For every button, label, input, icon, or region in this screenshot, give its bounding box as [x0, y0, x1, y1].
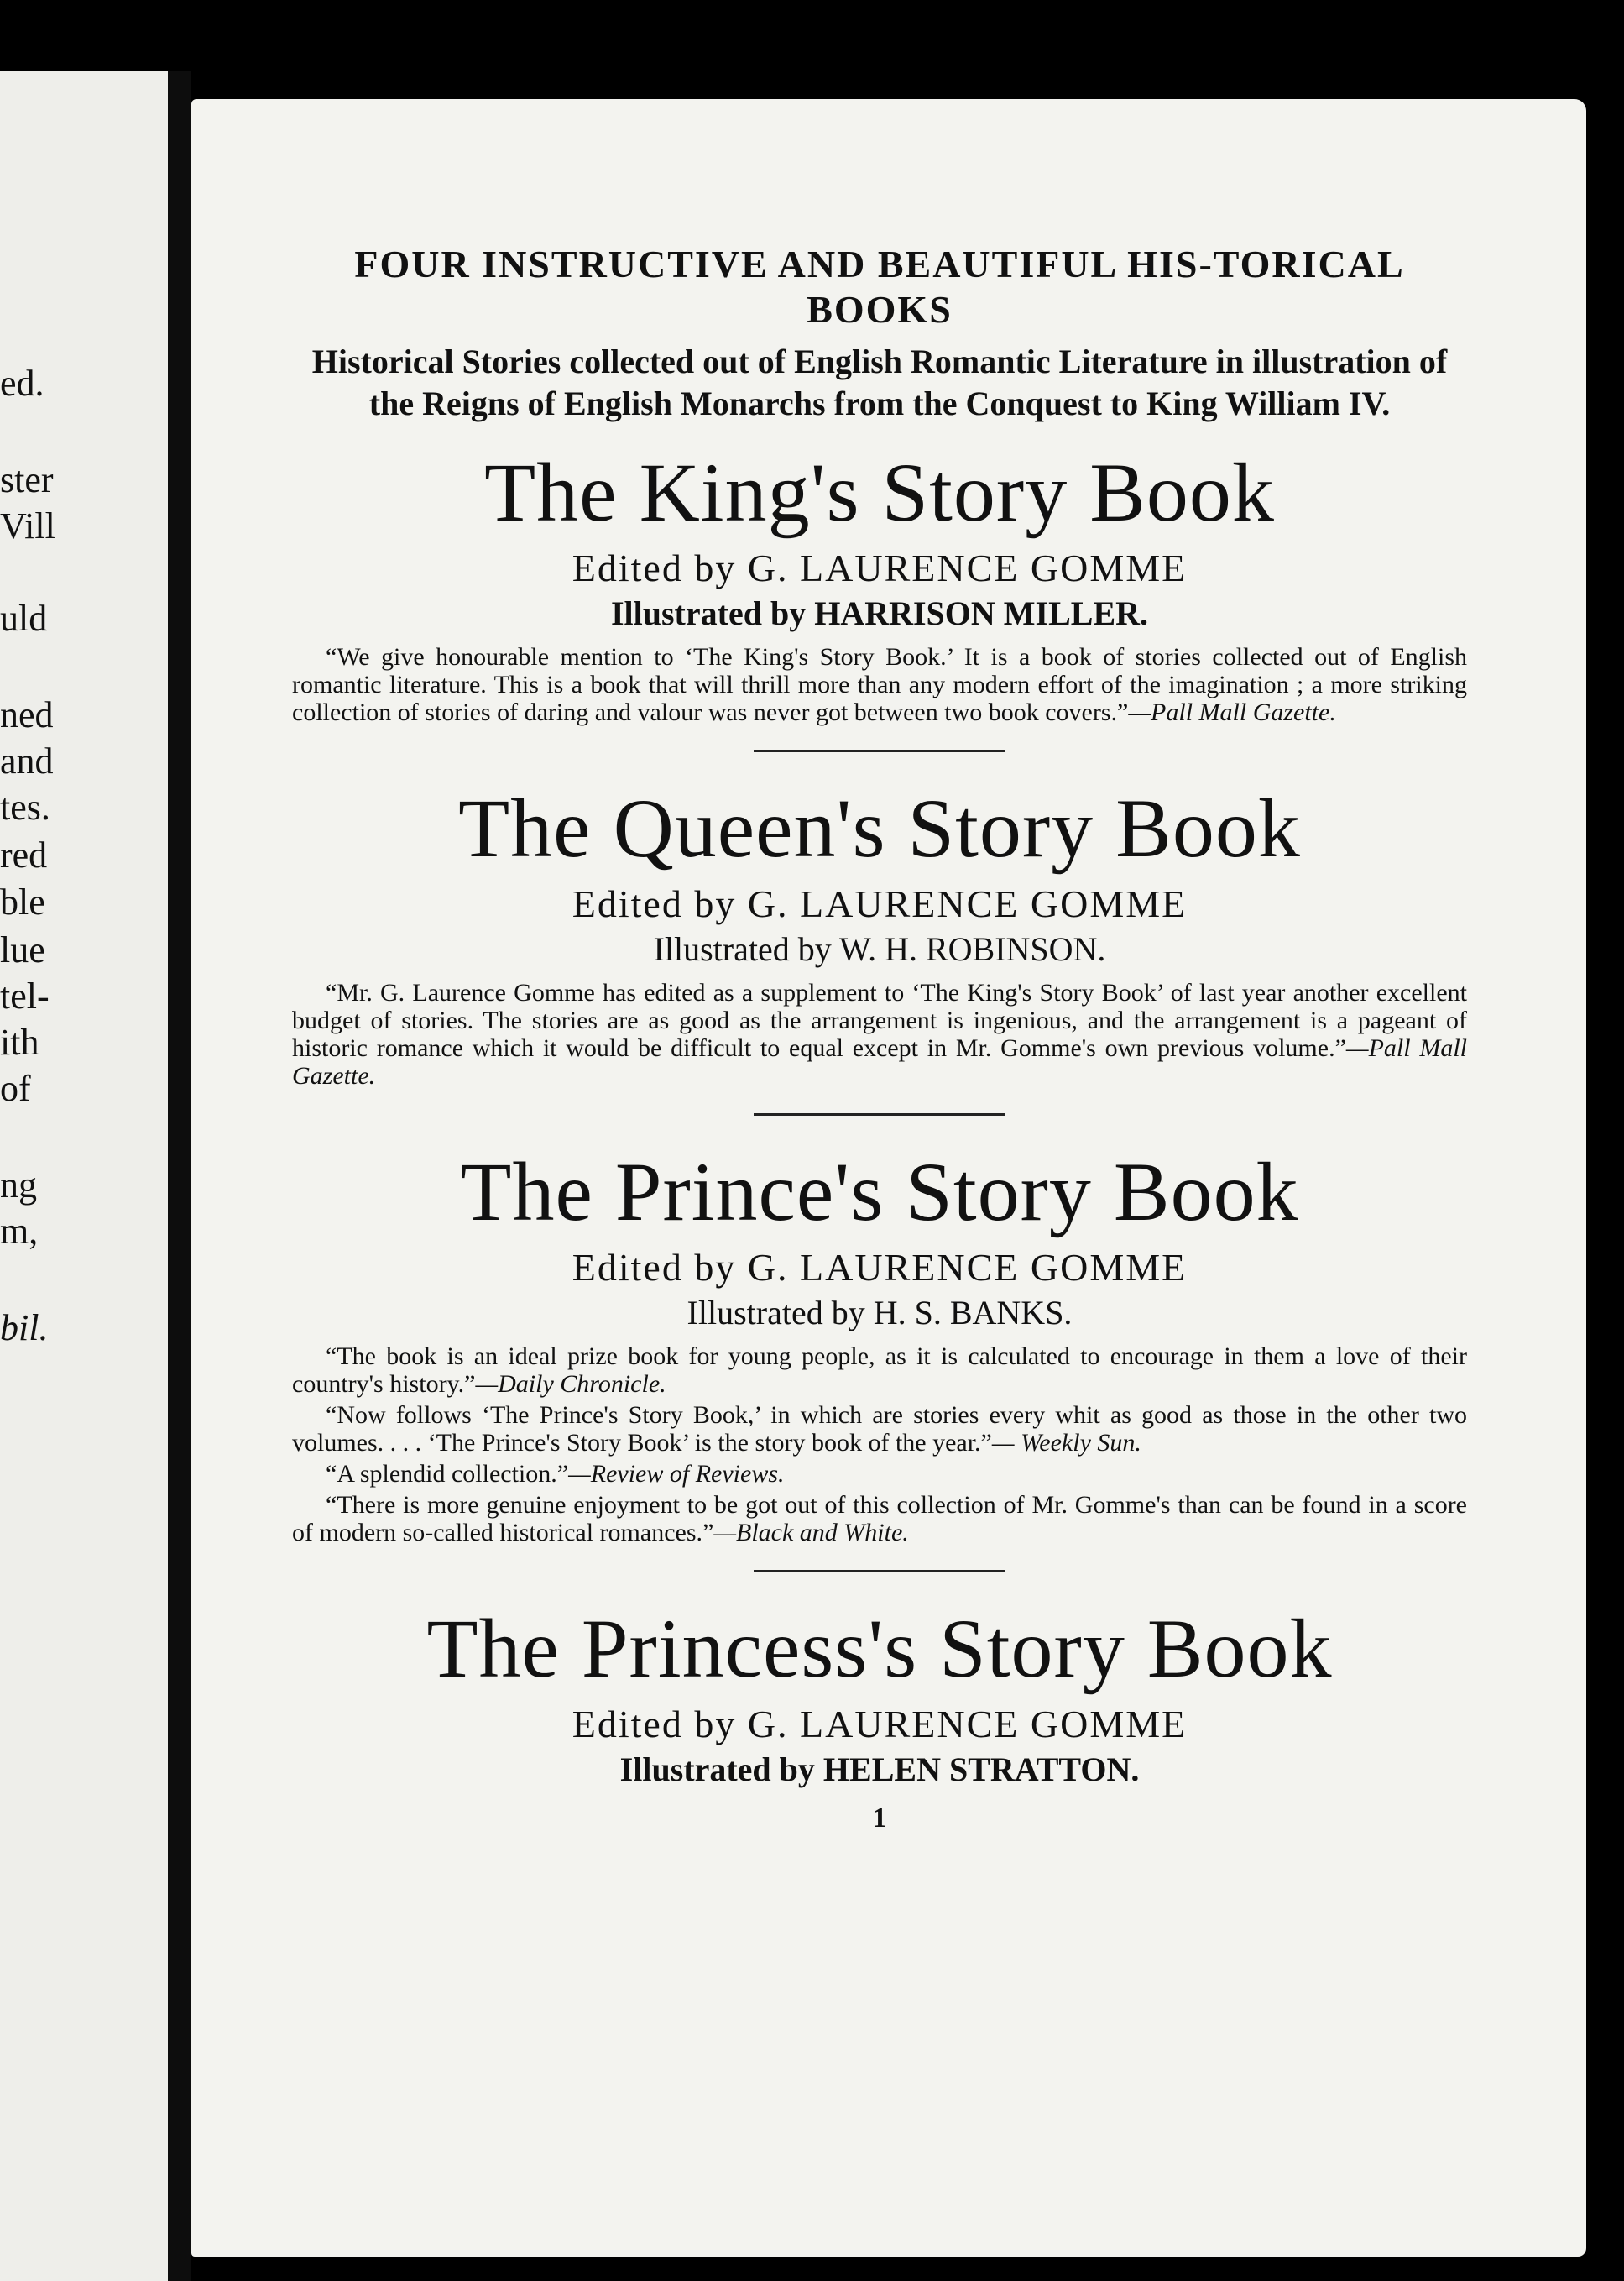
quote-text: “A splendid collection.”	[326, 1460, 569, 1488]
book-illustrator: Illustrated by H. S. BANKS.	[687, 1294, 1073, 1331]
page-header	[292, 242, 1467, 425]
book-editor: Edited by G. LAURENCE GOMME	[572, 1246, 1188, 1289]
book-entry-princes	[292, 1146, 1467, 1546]
quote-source: —Black and White.	[713, 1519, 909, 1546]
book-title: The Queen's Story Book	[458, 782, 1301, 875]
left-page-fragment: ble	[0, 882, 45, 923]
page-content	[292, 242, 1467, 1834]
left-page-fragment: m,	[0, 1211, 39, 1252]
book-title: The Prince's Story Book	[460, 1145, 1299, 1238]
section-divider	[754, 1570, 1005, 1572]
quote-text: “The book is an ideal prize book for young people, as it is calculated to encourage in them a love of their country's history.”	[292, 1342, 1467, 1398]
left-page-fragment: Vill	[0, 505, 55, 547]
review-quote	[292, 1460, 1467, 1488]
quote-text: “There is more genuine enjoyment to be got out of this collection of Mr. Gomme's than can be found in a score of modern so-called historical romances.”	[292, 1491, 1467, 1546]
review-quote	[292, 1342, 1467, 1398]
review-quote	[292, 643, 1467, 726]
quote-source: —Pall Mall Gazette.	[1128, 698, 1336, 726]
left-page-fragment: ned	[0, 694, 54, 735]
book-illustrator: Illustrated by HARRISON MILLER.	[610, 594, 1149, 632]
page-number: 1	[872, 1802, 887, 1834]
left-page-fragment: ed.	[0, 363, 44, 404]
quote-source: — Weekly Sun.	[991, 1429, 1141, 1457]
book-editor: Edited by G. LAURENCE GOMME	[572, 882, 1188, 925]
review-quote	[292, 979, 1467, 1090]
book-gutter	[168, 71, 191, 2281]
book-entry-kings	[292, 447, 1467, 726]
book-editor: Edited by G. LAURENCE GOMME	[572, 1703, 1188, 1745]
quote-text: “Now follows ‘The Prince's Story Book,’ in which are stories every whit as good as those in the other two volumes. . . . ‘The Prince's Story Book’ is the story book of the year.”	[292, 1401, 1467, 1457]
left-page-fragment: ster	[0, 459, 54, 500]
left-page-fragment: ng	[0, 1164, 37, 1206]
review-quote	[292, 1401, 1467, 1457]
left-page-fragment: tel-	[0, 976, 50, 1017]
book-title: The Princess's Story Book	[426, 1602, 1333, 1695]
section-divider	[754, 1113, 1005, 1116]
header-title: FOUR INSTRUCTIVE AND BEAUTIFUL HIS-TORICAL BOOKS	[354, 243, 1405, 331]
quote-source: —Daily Chronicle.	[475, 1370, 666, 1398]
quote-text: “We give honourable mention to ‘The King's Story Book.’ It is a book of stories collected out of English romantic literature. This is a book that will thrill more than any modern effort of the imagination ; a more striking collection of stories of daring and valour was never got between two book covers.”	[292, 643, 1467, 726]
book-entry-princess	[292, 1603, 1467, 1791]
left-page-fragment: bil.	[0, 1307, 49, 1348]
review-quote	[292, 1491, 1467, 1546]
book-illustrator: Illustrated by HELEN STRATTON.	[619, 1750, 1140, 1788]
left-page-fragment: uld	[0, 598, 48, 639]
book-entry-queens	[292, 782, 1467, 1090]
quote-source: —Pall Mall Gazette.	[292, 1034, 1467, 1090]
left-page-fragment: red	[0, 834, 48, 876]
book-title: The King's Story Book	[484, 446, 1275, 539]
left-facing-page	[0, 71, 168, 2281]
left-page-fragment: lue	[0, 929, 45, 970]
left-page-fragment: tes.	[0, 787, 50, 828]
left-page-fragment: of	[0, 1068, 31, 1109]
quote-source: —Review of Reviews.	[568, 1460, 785, 1488]
header-subtitle: Historical Stories collected out of English Romantic Literature in illustration of the Reigns of English Monarchs from the Conquest to King William IV.	[311, 343, 1448, 422]
left-page-fragment: and	[0, 740, 54, 782]
advertisement-page	[191, 99, 1586, 2257]
section-divider	[754, 750, 1005, 752]
quote-text: “Mr. G. Laurence Gomme has edited as a supplement to ‘The King's Story Book’ of last year another excellent budget of stories. The stories are as good as the arrangement is ingenious, and the arrangement is a pageant of historic romance which it would be difficult to equal except in Mr. Gomme's own previous volume.”	[292, 979, 1467, 1062]
book-illustrator: Illustrated by W. H. ROBINSON.	[653, 930, 1106, 968]
book-editor: Edited by G. LAURENCE GOMME	[572, 547, 1188, 589]
left-page-fragment: ith	[0, 1022, 39, 1063]
